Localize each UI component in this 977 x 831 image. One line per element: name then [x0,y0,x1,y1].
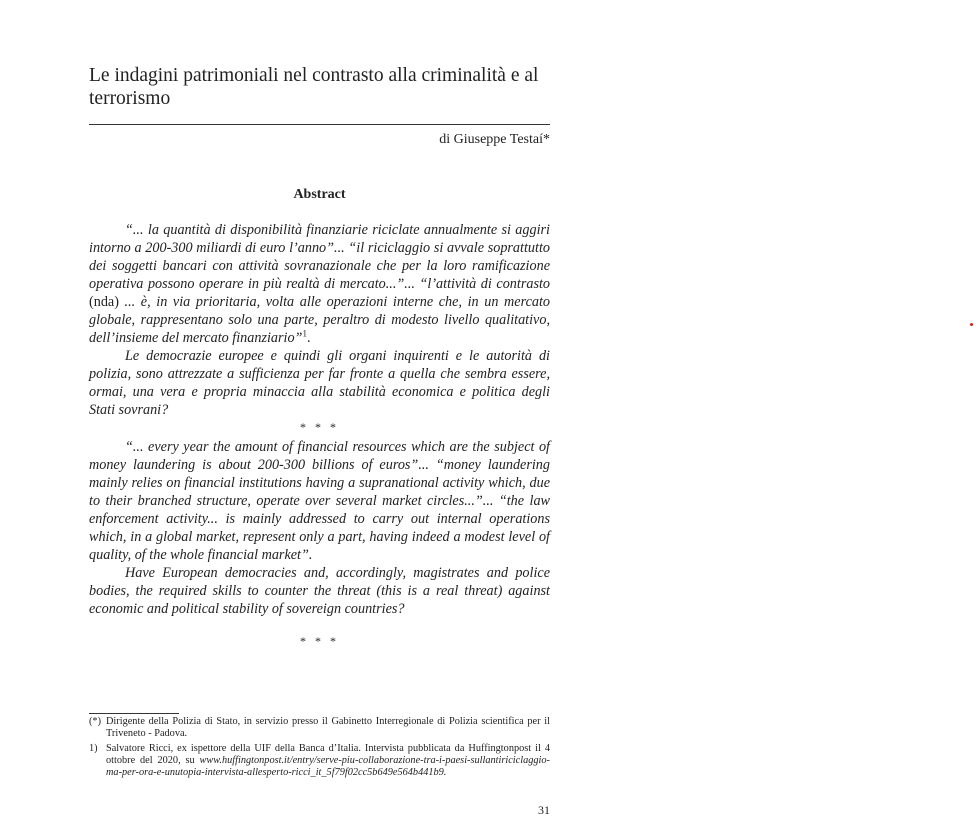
quote-end-period: . [306,330,311,346]
author-byline: di Giuseppe Testaí* [439,132,550,147]
footnote-url-link[interactable]: www.huffingtonpost.it/entry/serve-piu-collaborazione-tra-i-paesi-sullantiriciclaggio-ma-per-ora-e-unutopia-intervista-allesperto-ricci_it_5f79f02cc5b649e564b441b9. [106,755,550,778]
section-separator-end: * * * [300,634,339,648]
footnote-mark: 1) [89,743,98,754]
abstract-heading: Abstract [293,187,346,202]
abstract-english [89,438,550,618]
abstract-english-paragraph-1: “... every year the amount of financial resources which are the subject of money laundering is about 200-300 billions of euros”... “money laundering mainly relies on financial institutions having a supranational activity which, due to their branched structure, operate over several market circles...”... “the law enforcement activity... is mainly addressed to carry out internal operations which, in a global market, represent only a part, having indeed a modest level of quality, of the whole financial market”. [89,439,550,563]
title-separator-line [89,124,550,125]
quote-part-2: ... è, in via prioritaria, volta alle operazioni interne che, in un mercato globale, rappresentano solo una parte, peraltro di modesto livello qualitativo, dell’insieme del mercato finanziario” [89,294,550,346]
footnote-text: Dirigente della Polizia di Stato, in servizio presso il Gabinetto Interregionale di Polizia scientifica per il Triveneto - Padova. [106,716,550,739]
marker-dot [970,323,973,326]
footnote-separator-line [89,713,179,714]
abstract-italian-paragraph-1 [89,221,550,347]
abstract-italian-paragraph-2: Le democrazie europee e quindi gli organi inquirenti e le autorità di polizia, sono attrezzate a sufficienza per far fronte a quella che sembra essere, ormai, una vera e propria minaccia alla stabilità economica e politica degli Stati sovrani? [89,348,550,418]
footnotes [89,716,550,782]
footnote-reference-1[interactable]: 1 [302,328,307,339]
footnote-1 [89,743,550,779]
abstract-italian [89,221,550,419]
editor-note: (nda) [89,294,119,310]
section-separator: * * * [300,420,339,434]
footnote-mark: (*) [89,716,102,727]
abstract-english-paragraph-2: Have European democracies and, accordingly, magistrates and police bodies, the required skills to counter the threat (this is a real threat) against economic and political stability of sovereign countries? [89,565,550,617]
footnote-text: Salvatore Ricci, ex ispettore della UIF della Banca d’Italia. Intervista pubblicata da Huffingtonpost il 4 ottobre del 2020, su [106,743,550,766]
footnote-author [89,716,550,740]
article-title: Le indagini patrimoniali nel contrasto alla criminalità e al terrorismo [89,65,539,109]
page-number: 31 [538,803,550,817]
quote-part-1: “... la quantità di disponibilità finanziarie riciclate annualmente si aggiri intorno a 200-300 miliardi di euro l’anno”... “il riciclaggio si avvale soprattutto dei soggetti bancari con attività sovranazionale che per la loro ramificazione operativa possono operare in più realtà di mercato...”... “l’attività di contrasto [89,222,550,292]
